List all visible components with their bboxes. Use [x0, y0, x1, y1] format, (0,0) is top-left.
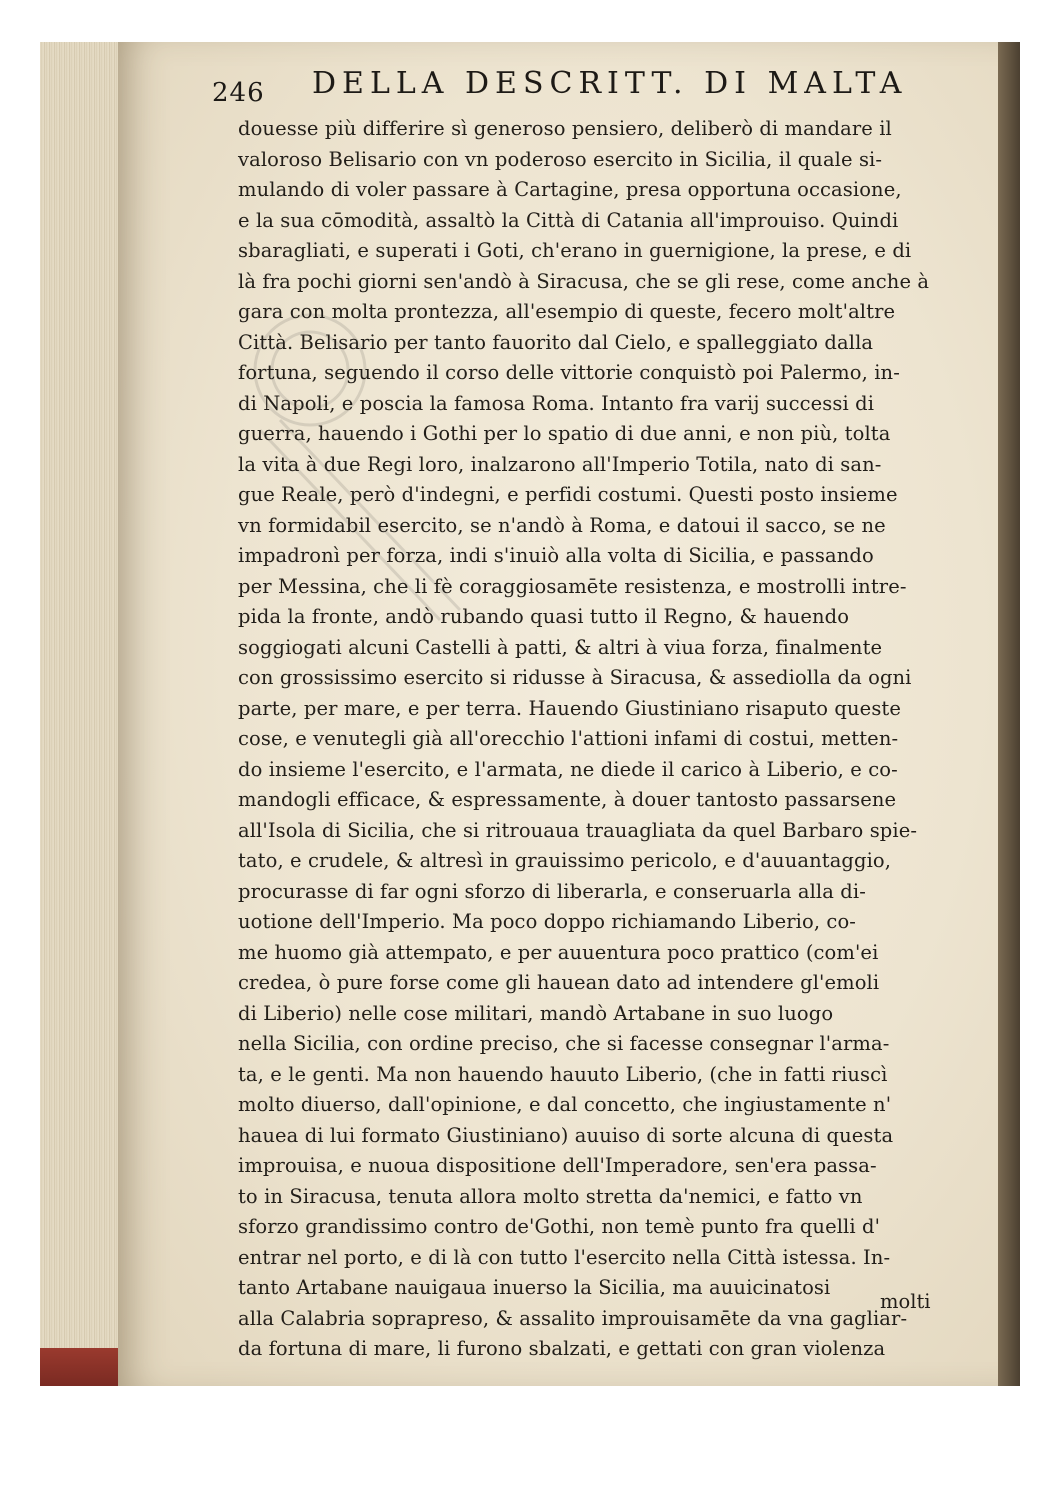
- text-line: tato, e crudele, & altresì in grauissimo pericolo, e d'auuantaggio,: [238, 849, 892, 872]
- catchword: molti: [880, 1290, 931, 1313]
- text-line: alla Calabria soprapreso, & assalito improuisamēte da vna gagliar-: [238, 1306, 908, 1330]
- text-line: all'Isola di Sicilia, che si ritrouaua trauagliata da quel Barbaro spie-: [238, 818, 918, 842]
- page-edges: [40, 42, 118, 1386]
- text-line: pida la fronte, andò rubando quasi tutto il Regno, & hauendo: [238, 605, 850, 628]
- text-line: e la sua cōmodità, assaltò la Città di Catania all'improuiso. Quindi: [238, 208, 899, 232]
- page-header: [212, 58, 912, 118]
- page-number: 246: [212, 78, 265, 108]
- text-line: gue Reale, però d'indegni, e perfidi costumi. Questi posto insieme: [238, 483, 898, 506]
- text-line: parte, per mare, e per terra. Hauendo Giustiniano risaputo queste: [238, 696, 901, 720]
- text-line: uotione dell'Imperio. Ma poco doppo richiamando Liberio, co-: [238, 910, 856, 933]
- text-line: tanto Artabane nauigaua inuerso la Sicilia, ma auuicinatosi: [238, 1276, 831, 1299]
- text-line: credea, ò pure forse come gli hauean dato ad intendere gl'emoli: [238, 971, 880, 994]
- text-line: vn formidabil esercito, se n'andò à Roma, e datoui il sacco, se ne: [238, 513, 886, 537]
- text-line: douesse più differire sì generoso pensiero, deliberò di mandare il: [238, 117, 892, 140]
- text-line: mulando di voler passare à Cartagine, presa opportuna occasione,: [238, 178, 902, 201]
- text-line: fortuna, seguendo il corso delle vittorie conquistò poi Palermo, in-: [238, 361, 900, 384]
- text-line: sbaragliati, e superati i Goti, ch'erano in guernigione, la prese, e di: [238, 239, 912, 262]
- text-line: di Liberio) nelle cose militari, mandò Artabane in suo luogo: [238, 1001, 834, 1025]
- text-line: di Napoli, e poscia la famosa Roma. Intanto fra varij successi di: [238, 391, 875, 415]
- text-line: molto diuerso, dall'opinione, e dal concetto, che ingiustamente n': [238, 1093, 892, 1116]
- text-line: con grossissimo esercito si ridusse à Siracusa, & assediolla da ogni: [238, 666, 912, 689]
- text-line: guerra, hauendo i Gothi per lo spatio di due anni, e non più, tolta: [238, 422, 891, 445]
- text-line: Città. Belisario per tanto fauorito dal Cielo, e spalleggiato dalla: [238, 330, 874, 354]
- text-line: gara con molta prontezza, all'esempio di queste, fecero molt'altre: [238, 300, 896, 323]
- text-line: cose, e venutegli già all'orecchio l'attioni infami di costui, metten-: [238, 727, 899, 750]
- text-line: me huomo già attempato, e per auuentura poco prattico (com'ei: [238, 940, 879, 964]
- binding-shadow: [998, 42, 1020, 1386]
- body-text: [238, 114, 938, 1365]
- text-line: la vita à due Regi loro, inalzarono all'Imperio Totila, nato di san-: [238, 452, 882, 476]
- text-line: sforzo grandissimo contro de'Gothi, non temè punto fra quelli d': [238, 1215, 881, 1238]
- text-line: entrar nel porto, e di là con tutto l'esercito nella Città istessa. In-: [238, 1245, 891, 1269]
- text-line: mandogli efficace, & espressamente, à douer tantosto passarsene: [238, 788, 897, 811]
- text-line: ta, e le genti. Ma non hauendo hauuto Liberio, (che in fatti riuscì: [238, 1062, 888, 1086]
- text-line: valoroso Belisario con vn poderoso esercito in Sicilia, il quale si-: [238, 147, 883, 171]
- text-line: impadronì per forza, indi s'inuiò alla volta di Sicilia, e passando: [238, 544, 874, 567]
- text-line: soggiogati alcuni Castelli à patti, & altri à viua forza, finalmente: [238, 635, 883, 659]
- running-title: DELLA DESCRITT. DI MALTA: [312, 66, 908, 101]
- text-line: procurasse di far ogni sforzo di liberarla, e conseruarla alla di-: [238, 879, 866, 903]
- text-line: hauea di lui formato Giustiniano) auuiso di sorte alcuna di questa: [238, 1123, 894, 1147]
- text-line: to in Siracusa, tenuta allora molto stretta da'nemici, e fatto vn: [238, 1184, 863, 1208]
- red-edge: [40, 1348, 118, 1386]
- text-line: improuisa, e nuoua dispositione dell'Imperadore, sen'era passa-: [238, 1154, 877, 1177]
- text-line: nella Sicilia, con ordine preciso, che si facesse consegnar l'arma-: [238, 1032, 890, 1055]
- text-line: do insieme l'esercito, e l'armata, ne diede il carico à Liberio, e co-: [238, 757, 898, 781]
- text-line: per Messina, che li fè coraggiosamēte resistenza, e mostrolli intre-: [238, 574, 907, 598]
- text-line: là fra pochi giorni sen'andò à Siracusa, che se gli rese, come anche à: [238, 269, 930, 293]
- text-line: da fortuna di mare, li furono sbalzati, e gettati con gran violenza: [238, 1337, 886, 1360]
